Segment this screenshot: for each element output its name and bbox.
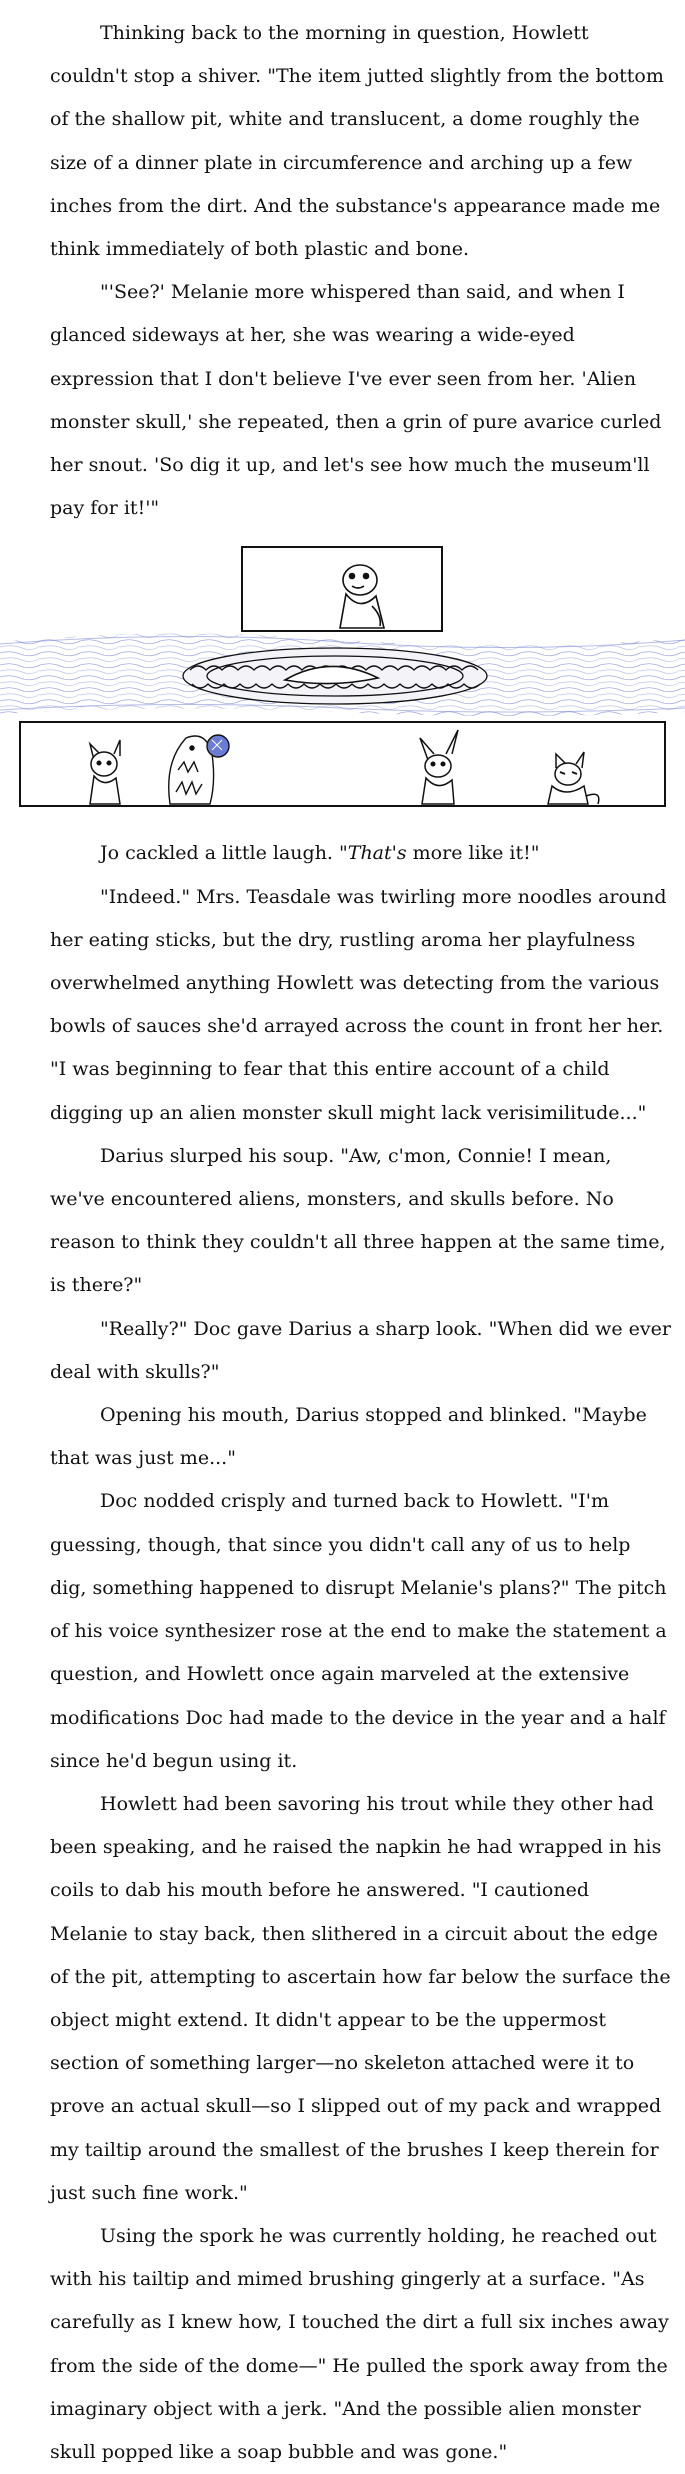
paragraph: Doc nodded crisply and turned back to Howlett. "I'm guessing, though, that since you didn't call any of us to help dig, something happened to disrupt Melanie's plans?" The pitch of his voice synthesizer rose at the end to make the statement a question, and Howlett once again marveled at the extensive modifications Doc had made to the device in the year and a half since he'd begun using it. xyxy=(50,1490,667,1772)
story-text-top xyxy=(0,0,685,530)
paragraph: "'See?' Melanie more whispered than said, and when I glanced sideways at her, she was wearing a wide-eyed expression that I don't believe I've ever seen from her. 'Alien monster skull,' she repeated, then a grin of pure avarice curled her snout. 'So dig it up, and let's see how much the museum'll pay for it!'" xyxy=(50,281,662,520)
pit-illustration xyxy=(0,542,685,832)
paragraph: Howlett had been savoring his trout while they other had been speaking, and he raised the napkin he had wrapped in his coils to dab his mouth before he answered. "I cautioned Melanie to stay back, then slithered in a circuit about the edge of the pit, attempting to ascertain how far below the surface the object might extend. It didn't appear to be the uppermost section of something larger—no skeleton attached were it to prove an actual skull—so I slipped out of my pack and wrapped my tailtip around the smallest of the brushes I keep therein for just such fine work." xyxy=(50,1792,671,2204)
paragraph: "Really?" Doc gave Darius a sharp look. "When did we ever deal with skulls?" xyxy=(50,1317,671,1383)
paragraph: Thinking back to the morning in question, Howlett couldn't stop a shiver. "The item jutted slightly from the bottom of the shallow pit, white and translucent, a dome roughly the size of a dinner plate in circumference and arching up a few inches from the dirt. And the substance's appearance made me think immediately of both plastic and bone. xyxy=(50,22,664,261)
story-text-bottom xyxy=(0,832,685,2474)
pit-with-dome-illustration xyxy=(0,542,685,832)
paragraph: Using the spork he was currently holding, he reached out with his tailtip and mimed brushing gingerly at a surface. "As carefully as I knew how, I touched the dirt a full six inches away from the side of the dome—" He pulled the spork away from the imaginary object with a jerk. "And the possible alien monster skull popped like a soap bubble and was gone." xyxy=(50,2224,669,2463)
paragraph: Jo cackled a little laugh. "That's more like it!" xyxy=(100,842,540,865)
paragraph: Darius slurped his soup. "Aw, c'mon, Connie! I mean, we've encountered aliens, monsters, and skulls before. No reason to think they couldn't all three happen at the same time, is there?" xyxy=(50,1144,666,1297)
paragraph: "Indeed." Mrs. Teasdale was twirling more noodles around her eating sticks, but the dry, rustling aroma her playfulness overwhelmed anything Howlett was detecting from the various bowls of sauces she'd arrayed across the count in front her her. "I was beginning to fear that this entire account of a child digging up an alien monster skull might lack verisimilitude..." xyxy=(50,885,667,1124)
paragraph: Opening his mouth, Darius stopped and blinked. "Maybe that was just me..." xyxy=(50,1404,647,1470)
